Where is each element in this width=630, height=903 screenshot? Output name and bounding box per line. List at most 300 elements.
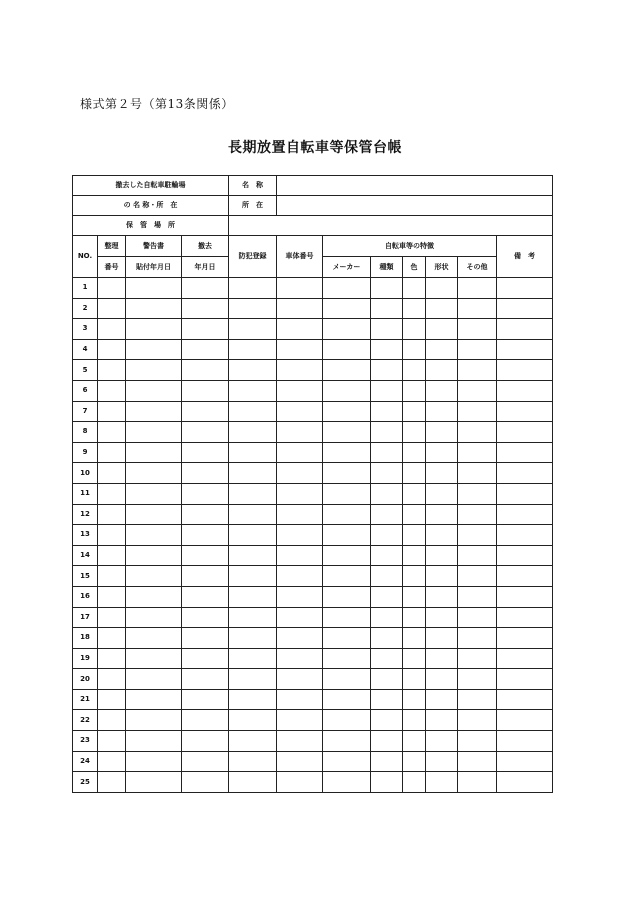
- row-number: 22: [73, 710, 98, 731]
- entry-cell[interactable]: [371, 422, 403, 443]
- entry-cell[interactable]: [98, 298, 126, 319]
- entry-cell[interactable]: [403, 422, 426, 443]
- entry-cell[interactable]: [126, 586, 182, 607]
- entry-cell[interactable]: [98, 772, 126, 793]
- entry-cell[interactable]: [403, 339, 426, 360]
- entry-cell[interactable]: [126, 298, 182, 319]
- entry-cell[interactable]: [426, 380, 458, 401]
- entry-cell[interactable]: [126, 380, 182, 401]
- entry-cell[interactable]: [426, 360, 458, 381]
- color-header: 色: [403, 257, 426, 278]
- entry-cell[interactable]: [497, 422, 553, 443]
- entry-cell[interactable]: [403, 545, 426, 566]
- parking-location-row: [73, 196, 553, 216]
- entry-cell[interactable]: [323, 772, 371, 793]
- entry-cell[interactable]: [126, 422, 182, 443]
- entry-cell[interactable]: [371, 298, 403, 319]
- entry-cell[interactable]: [182, 545, 229, 566]
- entry-cell[interactable]: [371, 463, 403, 484]
- removal-header-bottom: 年月日: [182, 257, 229, 278]
- entry-cell[interactable]: [126, 525, 182, 546]
- warning-header-top: 警告書: [126, 236, 182, 257]
- entry-cell[interactable]: [458, 339, 497, 360]
- entry-cell[interactable]: [371, 442, 403, 463]
- entry-cell[interactable]: [277, 319, 323, 340]
- entry-cell[interactable]: [277, 545, 323, 566]
- entry-cell[interactable]: [126, 731, 182, 752]
- entry-cell[interactable]: [371, 628, 403, 649]
- entry-cell[interactable]: [403, 380, 426, 401]
- entry-cell[interactable]: [98, 731, 126, 752]
- table-row: [73, 422, 553, 443]
- entry-cell[interactable]: [126, 319, 182, 340]
- entry-cell[interactable]: [458, 504, 497, 525]
- entry-cell[interactable]: [497, 339, 553, 360]
- entry-cell[interactable]: [126, 504, 182, 525]
- entry-cell[interactable]: [323, 442, 371, 463]
- entry-cell[interactable]: [458, 586, 497, 607]
- entry-cell[interactable]: [371, 751, 403, 772]
- entry-cell[interactable]: [323, 689, 371, 710]
- entry-cell[interactable]: [98, 710, 126, 731]
- entry-cell[interactable]: [458, 463, 497, 484]
- entry-cell[interactable]: [98, 689, 126, 710]
- entry-cell[interactable]: [403, 504, 426, 525]
- entry-cell[interactable]: [497, 319, 553, 340]
- entry-cell[interactable]: [458, 380, 497, 401]
- entry-cell[interactable]: [458, 607, 497, 628]
- entry-cell[interactable]: [229, 731, 277, 752]
- entry-cell[interactable]: [126, 360, 182, 381]
- entry-cell[interactable]: [497, 710, 553, 731]
- entry-cell[interactable]: [126, 772, 182, 793]
- no-header: NO.: [73, 236, 98, 278]
- entry-cell[interactable]: [126, 669, 182, 690]
- entry-cell[interactable]: [277, 710, 323, 731]
- entry-cell[interactable]: [229, 422, 277, 443]
- entry-cell[interactable]: [229, 648, 277, 669]
- entry-cell[interactable]: [403, 751, 426, 772]
- entry-cell[interactable]: [323, 401, 371, 422]
- entry-cell[interactable]: [426, 401, 458, 422]
- entry-cell[interactable]: [182, 298, 229, 319]
- entry-cell[interactable]: [371, 772, 403, 793]
- entry-cell[interactable]: [182, 422, 229, 443]
- entry-cell[interactable]: [403, 319, 426, 340]
- entry-cell[interactable]: [277, 463, 323, 484]
- entry-cell[interactable]: [497, 648, 553, 669]
- entry-cell[interactable]: [182, 504, 229, 525]
- entry-cell[interactable]: [426, 628, 458, 649]
- entry-cell[interactable]: [182, 360, 229, 381]
- entry-cell[interactable]: [182, 607, 229, 628]
- entry-cell[interactable]: [277, 278, 323, 299]
- entry-cell[interactable]: [426, 710, 458, 731]
- entry-cell[interactable]: [403, 772, 426, 793]
- entry-cell[interactable]: [426, 339, 458, 360]
- entry-cell[interactable]: [426, 504, 458, 525]
- entry-cell[interactable]: [426, 278, 458, 299]
- entry-cell[interactable]: [403, 628, 426, 649]
- entry-cell[interactable]: [497, 545, 553, 566]
- entry-cell[interactable]: [497, 278, 553, 299]
- parking-name-row: [73, 176, 553, 196]
- row-number: 20: [73, 669, 98, 690]
- entry-cell[interactable]: [98, 339, 126, 360]
- entry-cell[interactable]: [277, 628, 323, 649]
- entry-cell[interactable]: [403, 689, 426, 710]
- entry-cell[interactable]: [229, 607, 277, 628]
- entry-cell[interactable]: [371, 648, 403, 669]
- entry-cell[interactable]: [371, 607, 403, 628]
- row-number: 19: [73, 648, 98, 669]
- entry-cell[interactable]: [426, 689, 458, 710]
- entry-cell[interactable]: [403, 278, 426, 299]
- entry-cell[interactable]: [98, 319, 126, 340]
- entry-cell[interactable]: [497, 483, 553, 504]
- entry-cell[interactable]: [426, 525, 458, 546]
- entry-cell[interactable]: [277, 607, 323, 628]
- entry-cell[interactable]: [371, 566, 403, 587]
- entry-cell[interactable]: [277, 422, 323, 443]
- entry-cell[interactable]: [371, 669, 403, 690]
- entry-cell[interactable]: [323, 525, 371, 546]
- entry-cell[interactable]: [229, 566, 277, 587]
- row-number: 11: [73, 483, 98, 504]
- entry-cell[interactable]: [182, 319, 229, 340]
- entry-cell[interactable]: [182, 731, 229, 752]
- entry-cell[interactable]: [126, 751, 182, 772]
- entry-cell[interactable]: [371, 483, 403, 504]
- entry-cell[interactable]: [426, 731, 458, 752]
- entry-cell[interactable]: [182, 525, 229, 546]
- entry-cell[interactable]: [277, 731, 323, 752]
- entry-cell[interactable]: [426, 669, 458, 690]
- entry-cell[interactable]: [371, 319, 403, 340]
- entry-cell[interactable]: [323, 566, 371, 587]
- entry-cell[interactable]: [497, 586, 553, 607]
- entry-cell[interactable]: [458, 628, 497, 649]
- entry-cell[interactable]: [126, 566, 182, 587]
- entry-cell[interactable]: [98, 360, 126, 381]
- entry-cell[interactable]: [371, 525, 403, 546]
- entry-cell[interactable]: [98, 442, 126, 463]
- entry-cell[interactable]: [277, 586, 323, 607]
- entry-cell[interactable]: [426, 586, 458, 607]
- entry-cell[interactable]: [403, 586, 426, 607]
- entry-cell[interactable]: [323, 669, 371, 690]
- entry-cell[interactable]: [182, 648, 229, 669]
- row-number: 16: [73, 586, 98, 607]
- entry-cell[interactable]: [182, 566, 229, 587]
- entry-cell[interactable]: [229, 401, 277, 422]
- entry-cell[interactable]: [371, 545, 403, 566]
- entry-cell[interactable]: [458, 689, 497, 710]
- entry-cell[interactable]: [426, 298, 458, 319]
- entry-cell[interactable]: [403, 442, 426, 463]
- entry-cell[interactable]: [126, 483, 182, 504]
- entry-cell[interactable]: [371, 504, 403, 525]
- entry-cell[interactable]: [126, 545, 182, 566]
- entry-cell[interactable]: [182, 710, 229, 731]
- entry-cell[interactable]: [323, 751, 371, 772]
- entry-cell[interactable]: [182, 689, 229, 710]
- entry-cell[interactable]: [182, 339, 229, 360]
- entry-cell[interactable]: [403, 483, 426, 504]
- entry-cell[interactable]: [182, 278, 229, 299]
- entry-cell[interactable]: [277, 483, 323, 504]
- entry-cell[interactable]: [323, 319, 371, 340]
- entry-cell[interactable]: [371, 731, 403, 752]
- entry-cell[interactable]: [371, 586, 403, 607]
- entry-cell[interactable]: [126, 442, 182, 463]
- entry-cell[interactable]: [98, 628, 126, 649]
- entry-cell[interactable]: [126, 463, 182, 484]
- entry-cell[interactable]: [277, 339, 323, 360]
- entry-cell[interactable]: [497, 566, 553, 587]
- entry-cell[interactable]: [98, 525, 126, 546]
- entry-cell[interactable]: [229, 483, 277, 504]
- entry-cell[interactable]: [277, 566, 323, 587]
- entry-cell[interactable]: [458, 483, 497, 504]
- entry-cell[interactable]: [229, 339, 277, 360]
- entry-cell[interactable]: [229, 545, 277, 566]
- entry-cell[interactable]: [426, 545, 458, 566]
- entry-cell[interactable]: [277, 360, 323, 381]
- entry-cell[interactable]: [182, 401, 229, 422]
- serial-header-bottom: 番号: [98, 257, 126, 278]
- entry-cell[interactable]: [126, 628, 182, 649]
- entry-cell[interactable]: [497, 298, 553, 319]
- entry-cell[interactable]: [458, 772, 497, 793]
- name-value-cell[interactable]: [277, 176, 553, 196]
- entry-cell[interactable]: [229, 278, 277, 299]
- entry-cell[interactable]: [458, 545, 497, 566]
- entry-cell[interactable]: [323, 380, 371, 401]
- remarks-header: 備 考: [497, 236, 553, 278]
- entry-cell[interactable]: [371, 278, 403, 299]
- entry-cell[interactable]: [323, 483, 371, 504]
- entry-cell[interactable]: [229, 298, 277, 319]
- entry-cell[interactable]: [371, 360, 403, 381]
- entry-cell[interactable]: [126, 278, 182, 299]
- entry-cell[interactable]: [229, 710, 277, 731]
- entry-cell[interactable]: [229, 689, 277, 710]
- entry-cell[interactable]: [182, 751, 229, 772]
- row-number: 7: [73, 401, 98, 422]
- storage-place-value-cell[interactable]: [229, 216, 553, 236]
- entry-cell[interactable]: [277, 298, 323, 319]
- crime-prevention-header: 防犯登録: [229, 236, 277, 278]
- entry-cell[interactable]: [403, 463, 426, 484]
- entry-cell[interactable]: [98, 504, 126, 525]
- type-header: 種類: [371, 257, 403, 278]
- entry-cell[interactable]: [277, 648, 323, 669]
- entry-cell[interactable]: [229, 586, 277, 607]
- entry-cell[interactable]: [229, 751, 277, 772]
- entry-cell[interactable]: [277, 689, 323, 710]
- entry-cell[interactable]: [323, 586, 371, 607]
- entry-cell[interactable]: [323, 339, 371, 360]
- entry-cell[interactable]: [426, 648, 458, 669]
- entry-cell[interactable]: [323, 607, 371, 628]
- entry-cell[interactable]: [426, 442, 458, 463]
- entry-cell[interactable]: [458, 401, 497, 422]
- entry-cell[interactable]: [229, 628, 277, 649]
- row-number: 4: [73, 339, 98, 360]
- entry-cell[interactable]: [426, 772, 458, 793]
- entry-cell[interactable]: [458, 422, 497, 443]
- entry-cell[interactable]: [403, 566, 426, 587]
- entry-cell[interactable]: [403, 298, 426, 319]
- table-row: [73, 689, 553, 710]
- entry-cell[interactable]: [229, 669, 277, 690]
- entry-cell[interactable]: [182, 483, 229, 504]
- entry-cell[interactable]: [277, 401, 323, 422]
- entry-cell[interactable]: [403, 525, 426, 546]
- entry-cell[interactable]: [98, 422, 126, 443]
- entry-cell[interactable]: [323, 628, 371, 649]
- entry-cell[interactable]: [98, 648, 126, 669]
- entry-cell[interactable]: [98, 545, 126, 566]
- entry-cell[interactable]: [323, 710, 371, 731]
- entry-cell[interactable]: [126, 339, 182, 360]
- entry-cell[interactable]: [98, 483, 126, 504]
- row-number: 23: [73, 731, 98, 752]
- entry-cell[interactable]: [229, 360, 277, 381]
- entry-cell[interactable]: [497, 731, 553, 752]
- entry-cell[interactable]: [323, 504, 371, 525]
- entry-cell[interactable]: [458, 751, 497, 772]
- entry-cell[interactable]: [458, 710, 497, 731]
- entry-cell[interactable]: [98, 401, 126, 422]
- entry-cell[interactable]: [182, 628, 229, 649]
- entry-cell[interactable]: [323, 278, 371, 299]
- entry-cell[interactable]: [371, 339, 403, 360]
- entry-cell[interactable]: [403, 731, 426, 752]
- entry-cell[interactable]: [497, 401, 553, 422]
- entry-cell[interactable]: [182, 442, 229, 463]
- entry-cell[interactable]: [426, 422, 458, 443]
- entry-cell[interactable]: [497, 380, 553, 401]
- entry-cell[interactable]: [497, 689, 553, 710]
- entry-cell[interactable]: [497, 360, 553, 381]
- entry-cell[interactable]: [126, 710, 182, 731]
- entry-cell[interactable]: [98, 278, 126, 299]
- entry-cell[interactable]: [182, 669, 229, 690]
- entry-cell[interactable]: [126, 648, 182, 669]
- entry-cell[interactable]: [126, 607, 182, 628]
- entry-cell[interactable]: [497, 628, 553, 649]
- entry-cell[interactable]: [458, 360, 497, 381]
- entry-cell[interactable]: [277, 525, 323, 546]
- entry-cell[interactable]: [229, 525, 277, 546]
- entry-cell[interactable]: [403, 360, 426, 381]
- location-value-cell[interactable]: [277, 196, 553, 216]
- entry-cell[interactable]: [277, 380, 323, 401]
- entry-cell[interactable]: [229, 442, 277, 463]
- entry-cell[interactable]: [323, 360, 371, 381]
- entry-cell[interactable]: [371, 689, 403, 710]
- entry-cell[interactable]: [458, 648, 497, 669]
- entry-cell[interactable]: [126, 401, 182, 422]
- entry-cell[interactable]: [323, 422, 371, 443]
- entry-cell[interactable]: [182, 772, 229, 793]
- entry-cell[interactable]: [497, 669, 553, 690]
- entry-cell[interactable]: [98, 586, 126, 607]
- entry-cell[interactable]: [277, 504, 323, 525]
- entry-cell[interactable]: [458, 525, 497, 546]
- entry-cell[interactable]: [98, 669, 126, 690]
- entry-cell[interactable]: [323, 648, 371, 669]
- entry-cell[interactable]: [497, 772, 553, 793]
- entry-cell[interactable]: [458, 669, 497, 690]
- entry-cell[interactable]: [277, 751, 323, 772]
- entry-cell[interactable]: [323, 298, 371, 319]
- entry-cell[interactable]: [371, 710, 403, 731]
- entry-cell[interactable]: [277, 442, 323, 463]
- entry-cell[interactable]: [229, 380, 277, 401]
- entry-cell[interactable]: [403, 401, 426, 422]
- entry-cell[interactable]: [497, 463, 553, 484]
- entry-cell[interactable]: [98, 380, 126, 401]
- entry-cell[interactable]: [497, 751, 553, 772]
- entry-cell[interactable]: [277, 772, 323, 793]
- entry-cell[interactable]: [426, 483, 458, 504]
- entry-cell[interactable]: [497, 504, 553, 525]
- entry-cell[interactable]: [497, 525, 553, 546]
- entry-cell[interactable]: [182, 463, 229, 484]
- entry-cell[interactable]: [403, 607, 426, 628]
- entry-cell[interactable]: [229, 772, 277, 793]
- entry-cell[interactable]: [458, 442, 497, 463]
- entry-cell[interactable]: [229, 463, 277, 484]
- entry-cell[interactable]: [323, 463, 371, 484]
- entry-cell[interactable]: [229, 319, 277, 340]
- entry-cell[interactable]: [403, 648, 426, 669]
- entry-cell[interactable]: [182, 380, 229, 401]
- entry-cell[interactable]: [426, 319, 458, 340]
- entry-cell[interactable]: [458, 278, 497, 299]
- entry-cell[interactable]: [126, 689, 182, 710]
- entry-cell[interactable]: [371, 401, 403, 422]
- entry-cell[interactable]: [426, 751, 458, 772]
- entry-cell[interactable]: [182, 586, 229, 607]
- entry-cell[interactable]: [497, 607, 553, 628]
- row-number: 25: [73, 772, 98, 793]
- entry-cell[interactable]: [98, 463, 126, 484]
- entry-cell[interactable]: [323, 545, 371, 566]
- entry-cell[interactable]: [371, 380, 403, 401]
- entry-cell[interactable]: [277, 669, 323, 690]
- entry-cell[interactable]: [426, 566, 458, 587]
- entry-cell[interactable]: [98, 751, 126, 772]
- entry-cell[interactable]: [458, 298, 497, 319]
- entry-cell[interactable]: [426, 463, 458, 484]
- entry-cell[interactable]: [98, 607, 126, 628]
- entry-cell[interactable]: [323, 731, 371, 752]
- entry-cell[interactable]: [458, 319, 497, 340]
- entry-cell[interactable]: [497, 442, 553, 463]
- entry-cell[interactable]: [98, 566, 126, 587]
- entry-cell[interactable]: [458, 731, 497, 752]
- entry-cell[interactable]: [403, 710, 426, 731]
- entry-cell[interactable]: [229, 504, 277, 525]
- entry-cell[interactable]: [458, 566, 497, 587]
- entry-cell[interactable]: [426, 607, 458, 628]
- table-row: [73, 731, 553, 752]
- entry-cell[interactable]: [403, 669, 426, 690]
